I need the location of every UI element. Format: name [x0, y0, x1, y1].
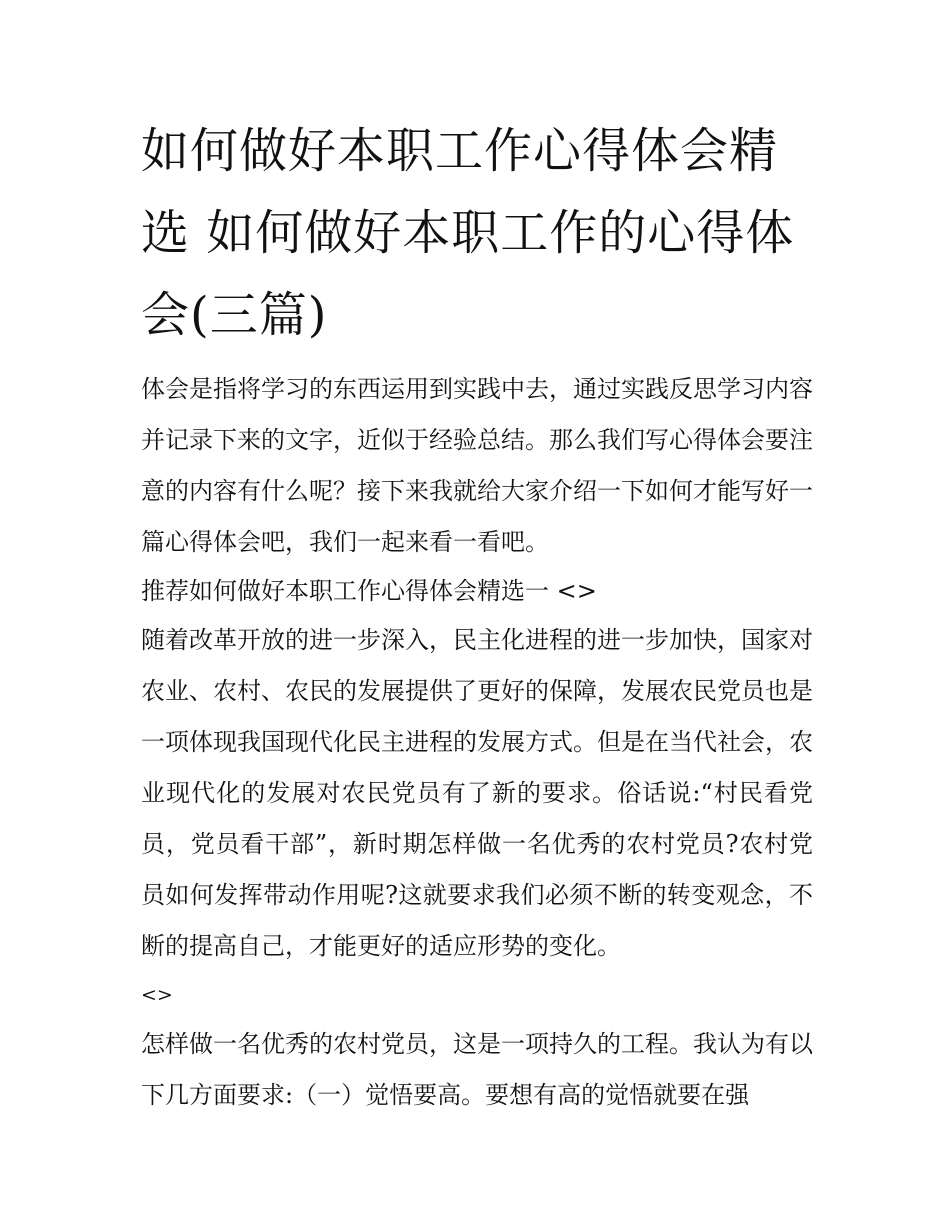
separator-marker: <>: [141, 984, 173, 1006]
body-paragraph-1: 随着改革开放的进一步深入，民主化进程的进一步加快，国家对农业、农村、农民的发展提供了更好的保障，发展农民党员也是一项体现我国现代化民主进程的发展方式。但是在当代社会，农业现代化的发展对农民党员有了新的要求。俗话说:“村民看党员，党员看干部”，新时期怎样做一名优秀的农村党员?农村党员如何发挥带动作用呢?这就要求我们必须不断的转变观念，不断的提高自己，才能更好的适应形势的变化。: [141, 626, 813, 960]
document-title: 如何做好本职工作心得体会精选 如何做好本职工作的心得体会(三篇): [141, 123, 795, 343]
document-body: [141, 110, 813, 1121]
intro-paragraph: 体会是指将学习的东西运用到实践中去，通过实践反思学习内容并记录下来的文字，近似于经验总结。那么我们写心得体会要注意的内容有什么呢？接下来我就给大家介绍一下如何才能写好一篇心得体会吧，我们一起来看一看吧。: [141, 375, 813, 556]
section-heading: 推荐如何做好本职工作心得体会精选一 <>: [141, 577, 597, 605]
body-paragraph-2: 怎样做一名优秀的农村党员，这是一项持久的工程。我认为有以下几方面要求:（一）觉悟要高。要想有高的觉悟就要在强: [141, 1030, 813, 1109]
